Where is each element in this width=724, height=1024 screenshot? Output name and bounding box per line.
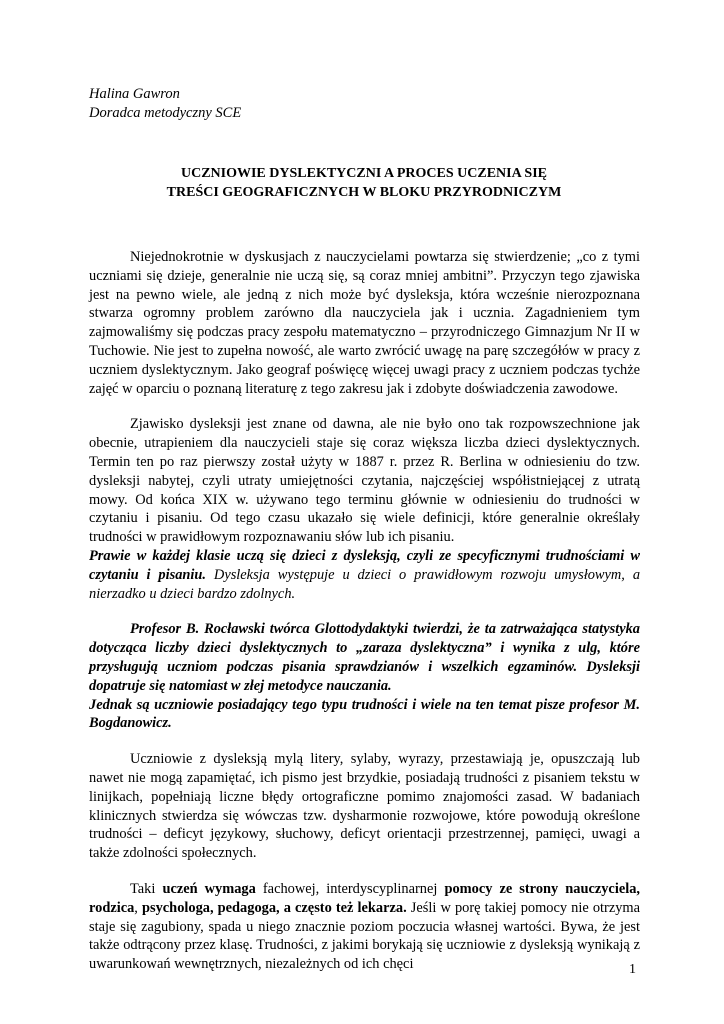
document-title bbox=[89, 164, 639, 202]
paragraph-intro: Niejednokrotnie w dyskusjach z nauczycielami powtarza się stwierdzenie; „co z tymi uczniami się dzieje, generalnie nie uczą się, są coraz mniej ambitni”. Przyczyn tego zjawiska jest na pewno wiele, ale jedną z nich może być dysleksja, która wcześnie nierozpoznana stwarza ogromny problem zarówno dla nauczyciela jak i ucznia. Zagadnieniem tym zajmowaliśmy się podczas pracy zespołu matematyczno – przyrodniczego Gimnazjum Nr II w Tuchowie. Nie jest to zupełna nowość, ale warto zwrócić uwagę na parę szczegółów w pracy z uczniem dyslektycznym. Jako geograf poświęcę więcej uwagi pracy z uczniem podczas tychże zajęć w oparciu o poznaną literaturę z tego zakresu jak i zdobyte doświadczenia zawodowe. bbox=[89, 249, 640, 397]
paragraph-symptoms: Uczniowie z dysleksją mylą litery, sylaby, wyrazy, przestawiają je, opuszczają lub nawet nie mogą zapamiętać, ich pismo jest brzydkie, posiadają trudności z pisaniem tekstu w linijkach, popełniają liczne błędy ortograficzne pomimo znajomości zasad. W badaniach klinicznych stwierdza się wówczas tzw. dysharmonie rozwojowe, które powodują określone trudności – deficyt językowy, słuchowy, deficyt orientacji przestrzennej, pamięci, uwagi a także zdolności społecznych. bbox=[89, 751, 640, 862]
help-s1: Taki bbox=[130, 880, 163, 897]
help-s4: pomocy ze strony nauczyciela, rodzica bbox=[89, 880, 641, 916]
prevalence-note: Dysleksja występuje u dzieci o prawidłowym rozwoju umysłowym, a nierzadko u dzieci bardzo zdolnych. bbox=[89, 566, 641, 602]
paragraph-prevalence bbox=[89, 547, 640, 603]
page-number: 1 bbox=[629, 962, 636, 977]
author-role: Doradca metodyczny SCE bbox=[89, 105, 242, 121]
title-line-1: UCZNIOWIE DYSLEKTYCZNI A PROCES UCZENIA SIĘ bbox=[180, 166, 548, 181]
paragraph-bogdanowicz: Jednak są uczniowie posiadający tego typu trudności i wiele na ten temat pisze profesor M. Bogdanowicz. bbox=[89, 696, 640, 732]
help-s5: , bbox=[134, 899, 142, 916]
paragraph-help bbox=[89, 880, 640, 974]
help-s6: psychologa, pedagoga, a często też lekarza. bbox=[142, 899, 407, 916]
author-block bbox=[89, 85, 241, 123]
author-name: Halina Gawron bbox=[89, 86, 180, 102]
roclawski-text-a: Profesor B. Rocławski twórca Glottodydaktyki twierdzi, że ta zatrważająca statystyka dotycząca liczby dzieci dyslektycznych to bbox=[89, 621, 640, 657]
help-s3: fachowej, interdyscyplinarnej bbox=[255, 880, 445, 897]
roclawski-quote: „zaraza dyslektyczna” bbox=[355, 640, 492, 657]
document-body bbox=[89, 248, 640, 974]
help-s2: uczeń wymaga bbox=[162, 880, 256, 897]
title-line-2: TREŚCI GEOGRAFICZNYCH W BLOKU PRZYRODNICZYM bbox=[166, 185, 562, 200]
help-s7: Jeśli w porę takiej pomocy nie otrzyma staje się zagubiony, spada u niego znacznie poziom poczucia własnej wartości. Bywa, że jest także odtrącony przez klasę. Trudności, z jakimi borykają się uczniowie z dysleksją wynikają z uwarunkowań wewnętrznych, niezależnych od ich chęci bbox=[89, 899, 640, 973]
paragraph-roclawski bbox=[89, 620, 640, 695]
prevalence-emphasis: Prawie w każdej klasie uczą się dzieci z dysleksją, czyli ze specyficznymi trudnościami w czytaniu i pisaniu. bbox=[89, 547, 640, 583]
paragraph-history: Zjawisko dysleksji jest znane od dawna, ale nie było ono tak rozpowszechnione jak obecnie, utrapieniem dla nauczycieli staje się coraz większa liczba dzieci dyslektycznych. Termin ten po raz pierwszy został użyty w 1887 r. przez R. Berlina w odniesieniu do tzw. dysleksji nabytej, czyli utraty umiejętności czytania, najczęściej współistniejącej z utratą mowy. Od końca XIX w. używano tego terminu głównie w odniesieniu do trudności w czytaniu i pisaniu. Od tego czasu ukazało się wiele definicji, które generalnie określały trudności w prawidłowym rozpoznawaniu słów lub ich pisaniu. bbox=[89, 416, 640, 546]
roclawski-text-c: i wynika z ulg, które przysługują uczniom podczas pisania sprawdzianów i wszelkich egzaminów. Dysleksji dopatruje się natomiast w złej metodyce nauczania. bbox=[89, 640, 640, 694]
